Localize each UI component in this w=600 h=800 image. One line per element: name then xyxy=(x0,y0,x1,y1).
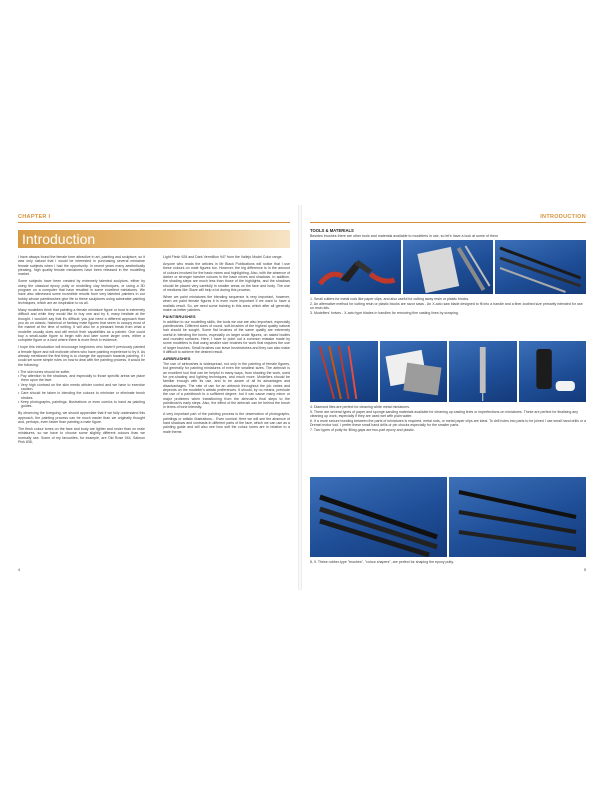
sanding-paper-photo xyxy=(380,341,448,402)
header-rule xyxy=(310,222,586,223)
list-item: • Very high contrast on the skin needs stricter control and we have to exercise caution. xyxy=(18,382,145,391)
paragraph: Light Flesh 928 and Dark Vermillion 947 from the Vallejo Model Color range. xyxy=(163,255,283,259)
list-item: • Pay attention to the shadows, and especially to those specific areas we place them upon the face. xyxy=(18,373,145,383)
photo-row-1 xyxy=(310,240,586,294)
section-heading-airbrushes: AIRBRUSHES xyxy=(163,356,191,362)
photo-row-3 xyxy=(310,477,586,557)
left-page xyxy=(0,205,298,590)
caption-group-1 xyxy=(310,297,586,316)
caption: 6. If a more secure bonding between the parts of miniatures is required, metal rods, or metal paper clips are ideal. To drill holes into parts to be joined I use small hand drills or a Dremel motor tool. I prefer these small hand drills or pin chucks especially for the smaller parts. xyxy=(310,419,586,428)
paragraph: The flesh colour tones on the face and body are lighter and rosier than on male miniatures, so we have to choose some slightly different colours than we normally use. Some of my favourites, for example, are Old Rose 944, Salmon Pink 835, xyxy=(18,426,145,444)
caption: 8, 9. These rubber-type "brushes", "colour shapers", are perfect for shaping the epoxy putty. xyxy=(310,560,454,564)
text-column-1 xyxy=(18,255,145,447)
photo-row-2 xyxy=(310,341,586,402)
knives-photo xyxy=(495,240,586,294)
caption: 4. Diamond files are perfect for cleaning white metal miniatures. xyxy=(310,405,410,409)
right-page xyxy=(302,205,600,590)
page-number: 5 xyxy=(583,568,586,572)
chapter-label: CHAPTER I xyxy=(18,214,51,220)
list-item: • Care should be taken in blending the colours to minimize or eliminate brush strokes. xyxy=(18,391,145,400)
paragraph: Some subjects have been created by extremely talented sculptors, either by using the classical epoxy putty or modelling clay techniques, or using a 3D program on a computer that have resulted in some excellent miniatures. We have also witnessed some incredible results from very talented painters in our hobby whose paintbrushes give life to these sculptures using admirable painting techniques, which are an inspiration to us all. xyxy=(18,279,145,306)
section-heading-paintbrushes: PAINTBRUSHES xyxy=(163,313,196,319)
list-item: • The skin tones should be softer. xyxy=(18,369,71,374)
title-banner xyxy=(18,230,290,248)
colour-shapers-photo-2 xyxy=(449,477,586,557)
paragraph: By observing the foregoing, we should appreciate that if we fully understand this approach, the painting process can be much easier than we originally thought and, perhaps, even faster than painting a male figure. xyxy=(18,411,145,424)
caption: 5. There are several types of paper and sponge sanding materials available for cleaning up casting lines or imperfections on miniatures. These are perfect for finalising any cleaning up work, especially if they are used wet with plain water. xyxy=(310,409,579,419)
tools-intro: Besides brushes there are other tools and materials available to modellers in use, so let's have a look at some of them xyxy=(310,234,498,238)
putty-photo xyxy=(519,341,587,402)
paragraph: The use of airbrushes is widespread, not only in the painting of female figures, but generally for painting miniatures of even the smallest sizes. The airbrush is an excellent tool that can be helpful in many ways, from shading the work, used for pre-shading and lighting techniques, and much more. Modellers should be familiar enough with its use, and to be aware of all its advantages and disadvantages. The rate of use for an airbrush throughout the job varies and depends on the modeller's artistic preferences. It should, by no means, preclude the use of a paintbrush to a sufficient degree, but it can cause many minor or major problems when transitioning from the airbrush's final steps to the paintbrush's early steps. Also, the effect of the airbrush can be behind the brush in terms of tone intensity. xyxy=(163,361,290,410)
tools-heading: TOOLS & MATERIALS xyxy=(310,228,354,233)
paragraph: I have always found the female form attractive in art, painting and sculpture, so it was only natural that I would be interested in purchasing several miniature female subjects when I had the opportunity. In recent years many aesthetically pleasing, high quality female miniatures have been released in the modelling market. xyxy=(18,255,145,277)
paragraph: In addition to our modelling skills, the tools we use are also important, especially paintbrushes. Different sizes of round, soft-brushes of the highest quality natural hair should be sought. Some flat brushes of the same quality are extremely useful in blending the tones, especially on larger scale figures, on naked bodies and rounded surfaces. Here, I have to point out a common mistake made by some modellers is that using smaller size brushes for work that requires the use of larger brushes. Small brushes can leave brushstrokes and they can also make it difficult to achieve the desired result. xyxy=(163,319,290,355)
caption-group-3 xyxy=(310,560,586,565)
page-title: Introduction xyxy=(22,231,96,247)
caption: 2. An alternative method for cutting resin or plastic blocks are razor saws - An X-acto saw blade designed to fit into a handle and a finer-toothed size primarily intended for use on resin kits. xyxy=(310,301,583,311)
paragraph: When we paint miniatures the blending sequence is very important, however, when we paint female figures it is even more important if we want to have a realistic result. So, we need some training in this area, which after all generally make us better painters. xyxy=(163,294,290,312)
rules-list xyxy=(18,370,145,409)
caption: 7. Two types of putty for filling gaps are two-part epoxy and plastic. xyxy=(310,428,415,433)
colour-shapers-photo-1 xyxy=(310,477,447,557)
caption-group-2 xyxy=(310,405,586,433)
cutters-photo xyxy=(310,240,401,294)
caption: 3. Modellers' knives - X-acto type blades in handles for removing fine casting lines by scraping. xyxy=(310,311,459,316)
list-item: • Keep photographs, paintings, illustrations or even comics to hand as painting guides. xyxy=(18,400,145,409)
paragraph: Many modellers think that painting a female miniature figure or bust is extremely difficult and while they would like to buy one and try it, many hesitate at the thought. I wouldn't say that it's difficult; you just need a different approach than you do on classic, historical or fantasy male figures that seem to occupy most of the market at the time of writing. It will also be a pleasant break from what a modeller usually does and will enrich their capabilities as a painter. One could buy a small-scale figure to begin with and later some larger ones, either a complete figure or a bust where there is more flesh in evidence. xyxy=(18,307,145,343)
text-column-2 xyxy=(163,255,290,437)
caption: 1. Small cutters for metal rods like paper clips, and also useful for cutting away resin or plastic blocks. xyxy=(310,297,470,301)
paragraph: Anyone who reads the articles in Mr Black Publications will notice that I use these colours on male figures too. However, the big difference is in the amount of colours involved for the basic mixes and highlighting. Also, with the absence of darker or stronger harsher colours in the base mixes and shadows. In addition, the shading steps are much less than those of the highlights, and the shadows should be placed very carefully in smaller areas on the face and body. The use of mediums like Glaze will help a lot during this process. xyxy=(163,261,290,292)
paragraph: A very important part of the painting process is the observation of photographs, paintings or artistic illustrations... Even comics! Here we will see the absence of hard shadows and contrasts in different parts of the face, which we can use as a painting guide and will also see how soft the colour tones are in relation to a male theme. xyxy=(163,412,290,434)
paragraph: I hope this introduction will encourage beginners who haven't previously painted a female figure and will motivate others who have painting experience to try it. As already mentioned the first thing is to change the approach towards painting. If I could set some simple rules on how to deal with the painting process, it would be the following: xyxy=(18,345,145,367)
page-number: 4 xyxy=(18,568,21,572)
book-spread xyxy=(0,205,600,590)
header-rule xyxy=(18,222,290,223)
section-label: INTRODUCTION xyxy=(540,214,586,220)
diamond-files-photo xyxy=(310,341,378,402)
razor-saw-photo xyxy=(403,240,494,294)
drill-photo xyxy=(449,341,517,402)
